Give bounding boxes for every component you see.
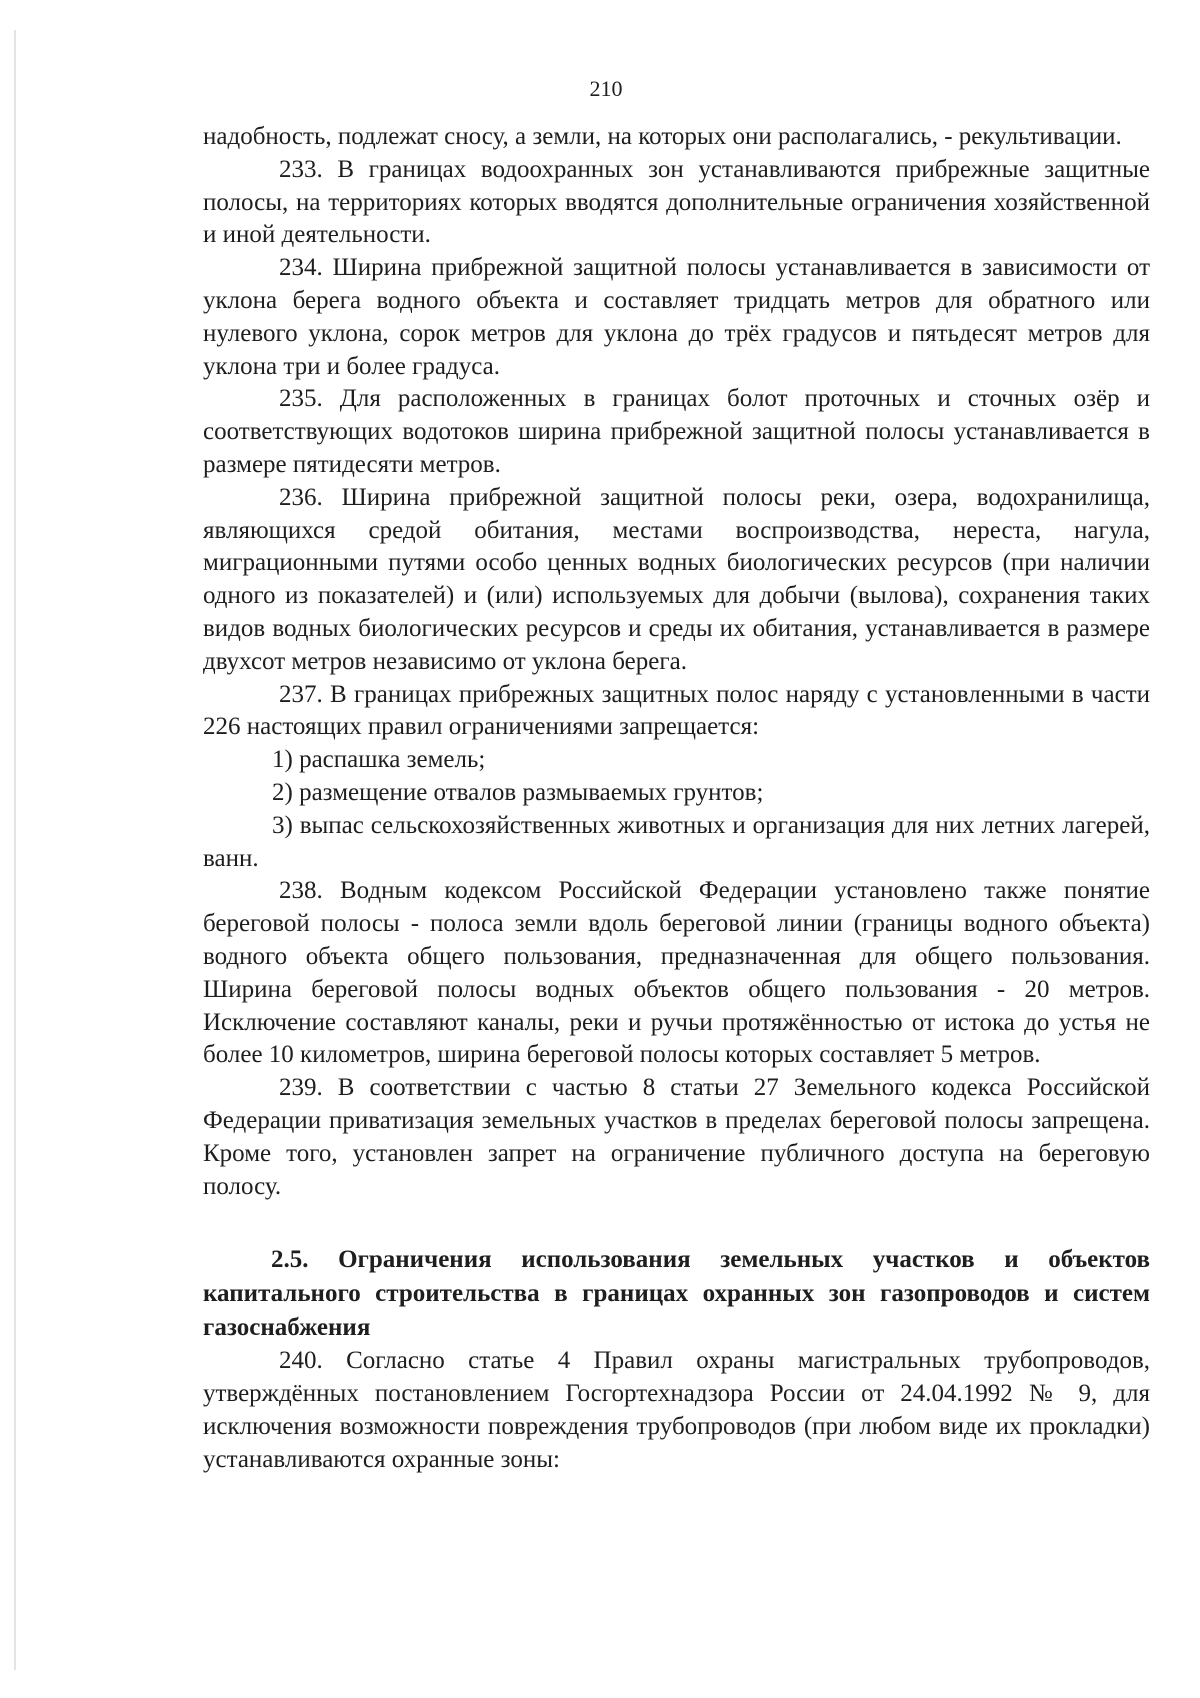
paragraph-236: 236. Ширина прибрежной защитной полосы реки, озера, водохранилища, являющихся средой обитания, местами воспроизводства, нереста, нагула, миграционными путями особо ценных водных биологических ресурсов (при наличии одного из показателей) и (или) используемых для добычи (вылова), сохранения таких видов водных биологических ресурсов и среды их обитания, устанавливается в размере двухсот метров независимо от уклона берега.: [203, 483, 1150, 675]
paragraph-240: 240. Согласно статье 4 Правил охраны магистральных трубопроводов, утверждённых постановлением Госгортехнадзора России от 24.04.1992 № 9, для исключения возможности повреждения трубопроводов (при любом виде их прокладки) устанавливаются охранные зоны:: [203, 1347, 1150, 1473]
paragraph-238: 238. Водным кодексом Российской Федерации установлено также понятие береговой полосы - полоса земли вдоль береговой линии (границы водного объекта) водного объекта общего пользования, предназначенная для общего пользования. Ширина береговой полосы водных объектов общего пользования - 20 метров. Исключение составляют каналы, реки и ручьи протяжённостью от истока до устья не более 10 километров, ширина береговой полосы которых составляет 5 метров.: [203, 877, 1150, 1069]
list-item-1: 1) распашка земель;: [272, 746, 486, 774]
paragraph-237: 237. В границах прибрежных защитных полос наряду с установленными в части 226 настоящих правил ограничениями запрещается:: [203, 680, 1150, 741]
section-heading-2-5: 2.5. Ограничения использования земельных участков и объектов капитального строительства в границах охранных зон газопроводов и систем газоснабжения: [203, 1246, 1150, 1342]
paragraph-continuation: надобность, подлежат сносу, а земли, на которых они располагались, - рекультивации.: [203, 123, 1122, 150]
paragraph-235: 235. Для расположенных в границах болот проточных и сточных озёр и соответствующих водотоков ширина прибрежной защитной полосы устанавливается в размере пятидесяти метров.: [203, 385, 1150, 478]
document-body: [203, 121, 1150, 1476]
list-item-2: 2) размещение отвалов размываемых грунтов;: [272, 778, 764, 806]
list-item-3: 3) выпас сельскохозяйственных животных и организация для них летних лагерей, ванн.: [203, 811, 1150, 872]
scan-edge-shadow: [14, 30, 16, 1670]
paragraph-234: 234. Ширина прибрежной защитной полосы устанавливается в зависимости от уклона берега водного объекта и составляет тридцать метров для обратного или нулевого уклона, сорок метров для уклона до трёх градусов и пятьдесят метров для уклона три и более градуса.: [203, 254, 1150, 380]
paragraph-233: 233. В границах водоохранных зон устанавливаются прибрежные защитные полосы, на территориях которых вводятся дополнительные ограничения хозяйственной и иной деятельности.: [203, 155, 1150, 249]
paragraph-239: 239. В соответствии с частью 8 статьи 27 Земельного кодекса Российской Федерации приватизация земельных участков в пределах береговой полосы запрещена. Кроме того, установлен запрет на ограничение публичного доступа на береговую полосу.: [203, 1074, 1150, 1200]
page-number: 210: [589, 76, 623, 101]
